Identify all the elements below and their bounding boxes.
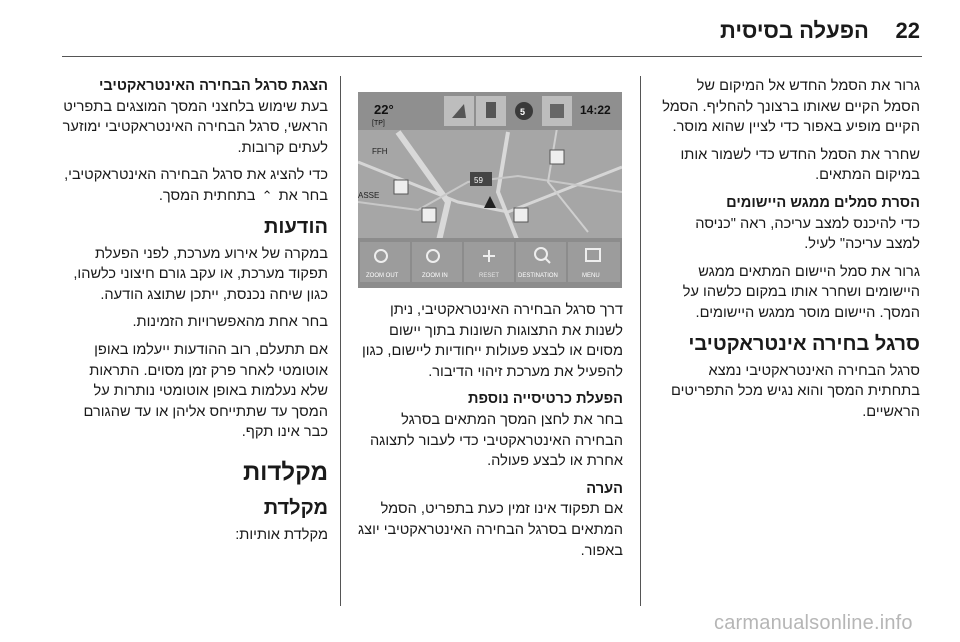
reset-label: RESET xyxy=(479,273,500,279)
paragraph: בעת שימוש בלחצני המסך המוצגים בתפריט הראשי, סרגל הבחירה האינטראקטיבי ימוזער לעתים קרובות. xyxy=(62,98,328,156)
watermark: carmanualsonline.info xyxy=(714,612,913,634)
badge-label: 5 xyxy=(520,107,526,117)
heading-keyboard: מקלדת xyxy=(263,496,328,519)
heading-remove-icons: הסרת סמלים ממגש היישומים xyxy=(726,194,920,211)
paragraph: במקרה של אירוע מערכת, לפני הפעלת תפקוד מערכת, או עקב גורם חיצוני כלשהו, כגון שיחה נכנסת, ייתכן שתוצג הודעה. xyxy=(73,245,328,303)
paragraph: אם תתעלם, רוב ההודעות ייעלמו באופן אוטומטי לאחר פרק זמן מסוים. התראות שלא נעלמות באופן אוטומטי נותרות על המסך עד שתתייחס אליהן או עד שהגורם כבר אינו תקף. xyxy=(83,341,328,441)
road-number-label: 59 xyxy=(474,176,483,185)
heading-notifications: הודעות xyxy=(264,215,328,238)
menu-label: MENU xyxy=(582,273,600,279)
map-label-ffh: FFH xyxy=(372,147,388,156)
temperature-label: 22° xyxy=(374,102,394,117)
paragraph: דרך סרגל הבחירה האינטראקטיבי, ניתן לשנות את התצוגות השונות בתוך יישום מסוים או לבצע פעולות ייחודיות ליישום, כגון להפעיל את מערכת זיהוי הדיבור. xyxy=(361,302,623,380)
page-number: 22 xyxy=(895,18,920,43)
paragraph: סרגל הבחירה האינטראקטיבי נמצא בתחתית המסך והוא נגיש מכל התפריטים הראשיים. xyxy=(670,362,920,420)
column-right xyxy=(658,76,920,429)
paragraph: בחר אחת מהאפשרויות הזמינות. xyxy=(132,314,328,331)
destination-label: DESTINATION xyxy=(518,273,558,279)
infotainment-screenshot xyxy=(358,92,622,288)
paragraph xyxy=(62,165,328,206)
zoom-in-label: ZOOM IN xyxy=(422,273,448,279)
column-middle xyxy=(357,300,623,568)
header-rule xyxy=(62,56,922,57)
column-left xyxy=(62,76,328,553)
column-divider-left xyxy=(340,76,341,606)
paragraph: שחרר את הסמל החדש כדי לשמור אותו במיקום המתאים. xyxy=(680,146,920,184)
paragraph: כדי להיכנס למצב עריכה, ראה "כניסה למצב עריכה" לעיל. xyxy=(695,215,920,253)
tip-label: [TP] xyxy=(372,120,385,127)
paragraph: גרור את סמל היישום המתאים ממגש היישומים ושחרר אותו במקום כלשהו על המסך. היישום מוסר ממגש היישומים. xyxy=(682,263,920,321)
paragraph: אם תפקוד אינו זמין כעת בתפריט, הסמל המתאים בסרגל הבחירה האינטראקטיבי יוצג באפור. xyxy=(357,501,623,559)
paragraph: גרור את הסמל החדש אל המיקום של הסמל הקיים שאותו ברצונך להחליף. הסמל הקיים מופיע באפור כדי לציין שהוא מוסר. xyxy=(662,78,920,136)
paragraph-part: כדי להציג את סרגל הבחירה האינטראקטיבי, בחר את xyxy=(64,167,328,204)
heading-interactive-bar: סרגל בחירה אינטראקטיבי xyxy=(688,332,920,355)
paragraph: מקלדת אותיות: xyxy=(235,526,328,543)
heading-keyboards: מקלדות xyxy=(242,458,328,486)
zoom-out-label: ZOOM OUT xyxy=(366,273,399,279)
heading-extra-tab: הפעלת כרטיסייה נוספת xyxy=(468,391,623,408)
heading-note: הערה xyxy=(586,480,623,497)
page-title: הפעלה בסיסית xyxy=(720,18,869,43)
heading-show-bar: הצגת סרגל הבחירה האינטראקטיבי xyxy=(98,78,328,94)
time-label: 14:22 xyxy=(580,103,611,117)
paragraph: בחר את לחצן המסך המתאים בסרגל הבחירה האינטראקטיבי כדי לעבור לתצוגה אחרת או לבצע פעולה. xyxy=(369,411,623,470)
paragraph-part: בתחתית המסך. xyxy=(158,187,256,204)
chevron-up-icon: ⌃ xyxy=(261,187,273,203)
column-divider-right xyxy=(640,76,641,606)
map-label-asse: ASSE xyxy=(358,191,380,200)
